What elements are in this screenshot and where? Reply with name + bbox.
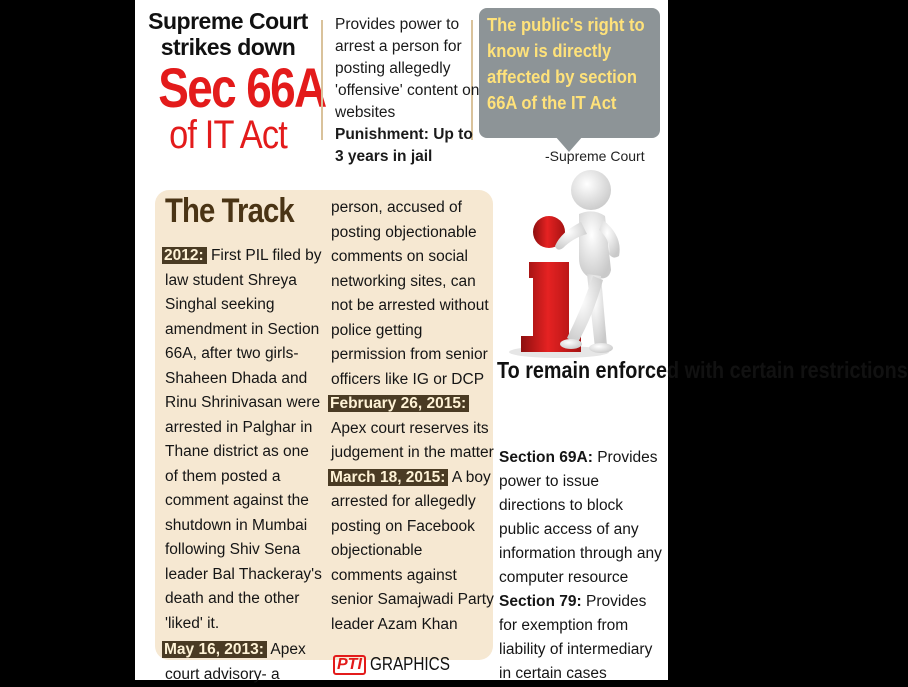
headline — [143, 8, 326, 157]
restrictions-title: To remain enforced with certain restrictions — [497, 357, 908, 383]
event-date: 2012: — [162, 247, 207, 264]
track-event — [165, 638, 325, 687]
restriction-text: Provides power to issue directions to block public access of any information through any computer resource — [499, 449, 662, 586]
restrictions-list — [499, 446, 667, 686]
headline-section: Sec 66A — [158, 56, 326, 119]
track-column-mid — [331, 196, 495, 637]
divider — [321, 20, 323, 140]
event-text: Apex court advisory- a — [165, 641, 306, 683]
event-text: A boy arrested for allegedly posting on Facebook objectionable comments against senior Samajwadi Party leader Azam Khan — [331, 468, 494, 633]
restriction-item — [499, 446, 667, 590]
quote-source: -Supreme Court — [545, 148, 645, 164]
figure-head — [571, 170, 611, 210]
restriction-text: Provides for exemption from liability of intermediary in certain cases — [499, 593, 653, 682]
track-title: The Track — [165, 192, 294, 230]
info-figure-icon — [497, 160, 657, 360]
track-event — [331, 466, 495, 638]
restriction-label: Section 79: — [499, 593, 582, 610]
pti-graphics-logo — [333, 654, 464, 675]
quote-bubble — [479, 8, 660, 138]
track-column-left — [165, 244, 325, 687]
quote-text: The public's right to know is directly affected by section 66A of the IT Act — [487, 15, 645, 113]
infographic-poster — [135, 0, 908, 683]
punishment-value: Up to 3 years in jail — [335, 126, 473, 165]
event-date: February 26, 2015: — [328, 395, 469, 412]
restriction-label: Section 69A: — [499, 449, 593, 466]
provision-text: Provides power to arrest a person for posting allegedly 'offensive' content on websites — [335, 16, 480, 121]
event-text: First PIL filed by law student Shreya Singhal seeking amendment in Section 66A, after two girls- Shaheen Dhada and Rinu Shrinivasan were arrested in Palghar in Thane district as one of them posted a comment against the shutdown in Mumbai following Shiv Sena leader Bal Thackeray's death and the other 'liked' it. — [165, 247, 322, 632]
headline-line-2: strikes down — [160, 34, 296, 60]
headline-act: of IT Act — [169, 113, 287, 157]
event-date: March 18, 2015: — [328, 469, 448, 486]
pti-logo-icon: PTI — [333, 655, 366, 675]
event-date: May 16, 2013: — [162, 641, 267, 658]
provision-summary — [335, 14, 485, 168]
headline-line-1: Supreme Court — [148, 8, 308, 34]
restriction-item — [499, 590, 667, 686]
figure-body — [579, 211, 611, 278]
punishment-label: Punishment: — [335, 126, 429, 143]
track-event — [331, 392, 495, 466]
event-text: Apex court reserves its judgement in the matter — [331, 419, 494, 461]
punishment — [335, 124, 485, 168]
track-event — [165, 244, 325, 636]
logo-label: GRAPHICS — [369, 654, 450, 674]
event-text-continued: person, accused of posting objectionable comments on social networking sites, can not be arrested without police getting permission from senior officers like IG or DCP — [331, 199, 489, 388]
